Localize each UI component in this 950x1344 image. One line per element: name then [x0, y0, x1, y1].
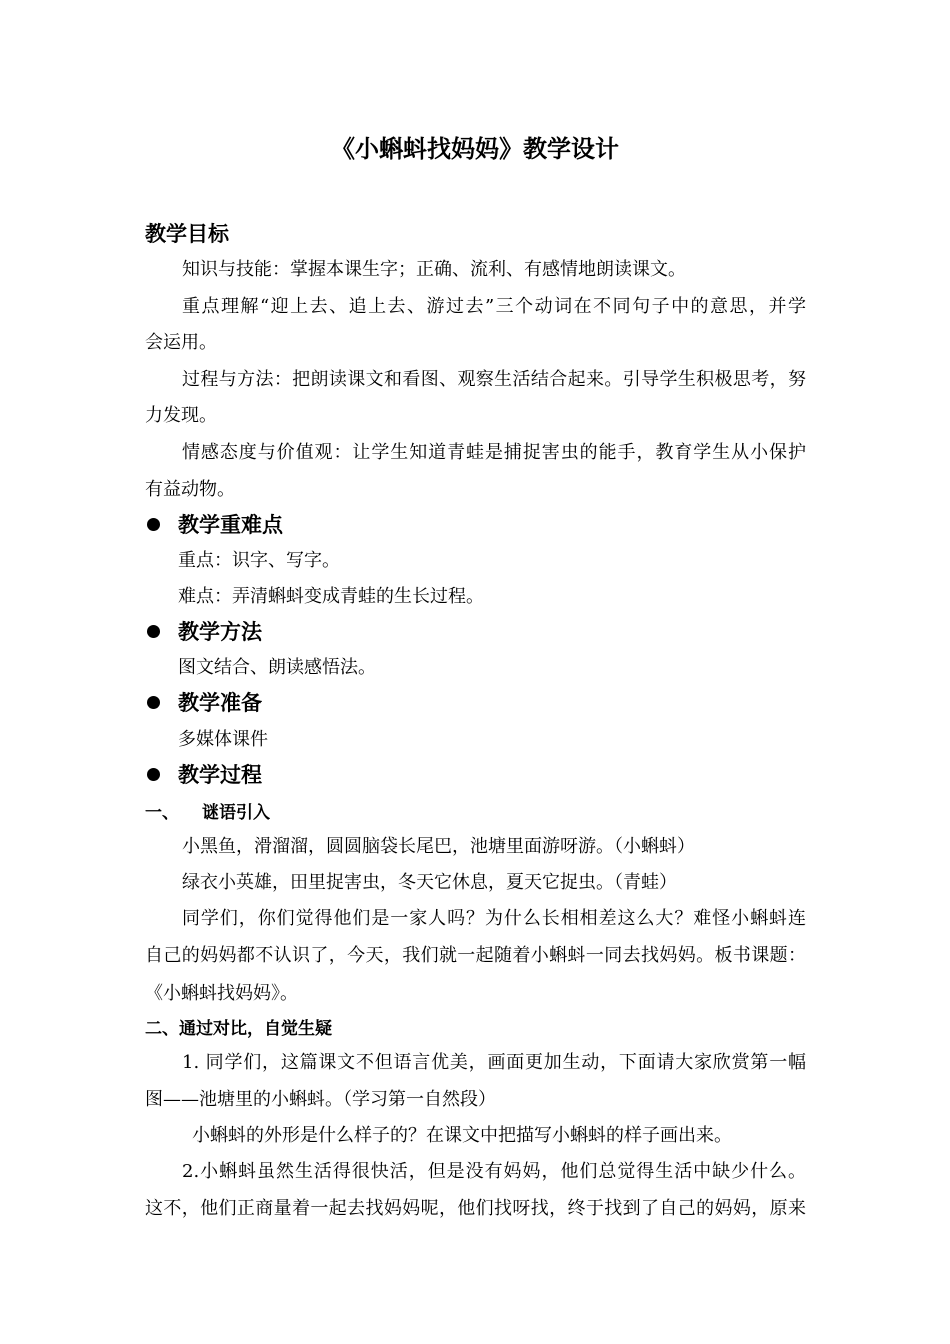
preparation-text: 多媒体课件	[178, 729, 268, 750]
intro-paragraph-line3: 《小蝌蚪找妈妈》。	[145, 983, 298, 1004]
section2-item2-line2: 这不，他们正商量着一起去找妈妈呢，他们找呀找，终于找到了自己的妈妈，原来	[145, 1198, 806, 1219]
section2-item1-line1: 1. 同学们，这篇课文不但语言优美，画面更加生动，下面请大家欣赏第一幅	[182, 1052, 806, 1073]
bullet-icon	[147, 768, 160, 781]
section-heading-preparation: 教学准备	[178, 691, 262, 715]
objective-process-line2: 力发现。	[145, 405, 217, 426]
bullet-icon	[147, 696, 160, 709]
process-section2-title: 二、通过对比，自觉生疑	[145, 1019, 332, 1039]
key-point-focus: 重点：识字、写字。	[178, 550, 340, 571]
intro-paragraph-line1: 同学们，你们觉得他们是一家人吗？为什么长相相差这么大？难怪小蝌蚪连	[182, 908, 806, 929]
key-point-difficulty: 难点：弄清蝌蚪变成青蛙的生长过程。	[178, 586, 484, 607]
objective-knowledge: 知识与技能：掌握本课生字；正确、流利、有感情地朗读课文。	[182, 259, 686, 280]
section2-item1-line2: 图——池塘里的小蝌蚪。（学习第一自然段）	[145, 1089, 496, 1110]
section-heading-objectives: 教学目标	[145, 222, 229, 246]
page-title: 《小蝌蚪找妈妈》教学设计	[331, 135, 619, 163]
objective-emotion-line1: 情感态度与价值观：让学生知道青蛙是捕捉害虫的能手，教育学生从小保护	[182, 442, 806, 463]
objective-process-line1: 过程与方法：把朗读课文和看图、观察生活结合起来。引导学生积极思考，努	[182, 369, 806, 390]
objective-focus-line1: 重点理解“迎上去、追上去、游过去”三个动词在不同句子中的意思，并学	[182, 296, 806, 317]
section-heading-key-points: 教学重难点	[178, 513, 283, 537]
bullet-icon	[147, 625, 160, 638]
process-section1-title: 谜语引入	[202, 803, 270, 823]
intro-paragraph-line2: 自己的妈妈都不认识了，今天，我们就一起随着小蝌蚪一同去找妈妈。板书课题：	[145, 945, 806, 966]
process-section1-number: 一、	[145, 803, 179, 823]
riddle-1: 小黑鱼，滑溜溜，圆圆脑袋长尾巴，池塘里面游呀游。（小蝌蚪）	[182, 836, 695, 857]
objective-emotion-line2: 有益动物。	[145, 479, 235, 500]
section-heading-method: 教学方法	[178, 620, 262, 644]
section-heading-process: 教学过程	[178, 763, 262, 787]
section2-item2-line1: 2.小蝌蚪虽然生活得很快活，但是没有妈妈，他们总觉得生活中缺少什么。	[182, 1161, 806, 1182]
section2-item1-sub: 小蝌蚪的外形是什么样子的？在课文中把描写小蝌蚪的样子画出来。	[192, 1125, 732, 1146]
bullet-icon	[147, 518, 160, 531]
riddle-2: 绿衣小英雄，田里捉害虫，冬天它休息，夏天它捉虫。（青蛙）	[182, 872, 677, 893]
objective-focus-line2: 会运用。	[145, 332, 217, 353]
method-text: 图文结合、朗读感悟法。	[178, 657, 376, 678]
